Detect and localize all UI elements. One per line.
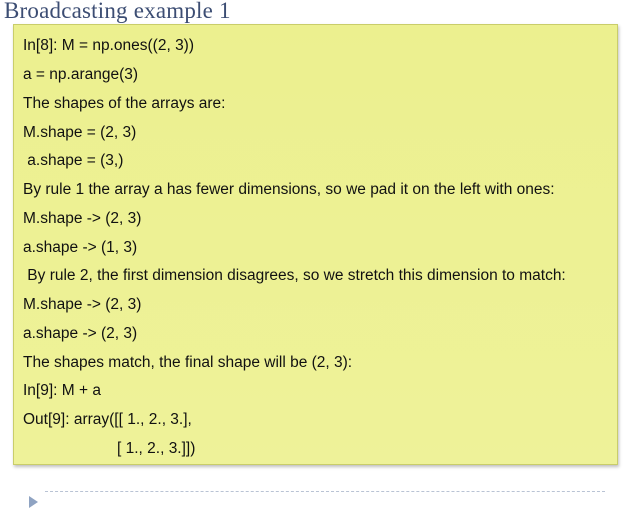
footer-divider	[45, 491, 605, 492]
text-line: By rule 2, the first dimension disagrees, so we stretch this dimension to match:	[23, 267, 566, 284]
code-line: a.shape -> (2, 3)	[23, 325, 138, 342]
code-line: M.shape -> (2, 3)	[23, 296, 142, 313]
slide-title: Broadcasting example 1	[4, 0, 231, 23]
text-line: The shapes of the arrays are:	[23, 95, 226, 112]
code-line: Out[9]: array([[ 1., 2., 3.],	[23, 411, 192, 428]
code-line: M.shape = (2, 3)	[23, 124, 137, 141]
code-line: a.shape -> (1, 3)	[23, 239, 138, 256]
code-line: In[9]: M + a	[23, 382, 101, 399]
code-line: [ 1., 2., 3.]])	[117, 440, 196, 457]
text-line: The shapes match, the final shape will be (2, 3):	[23, 354, 353, 371]
text-line: By rule 1 the array a has fewer dimensions, so we pad it on the left with ones:	[23, 181, 555, 198]
play-triangle-icon	[29, 496, 38, 508]
code-line: a.shape = (3,)	[23, 152, 124, 169]
content-box	[13, 24, 618, 465]
code-line: a = np.arange(3)	[23, 66, 139, 83]
code-line: In[8]: M = np.ones((2, 3))	[23, 37, 195, 54]
code-line: M.shape -> (2, 3)	[23, 210, 142, 227]
